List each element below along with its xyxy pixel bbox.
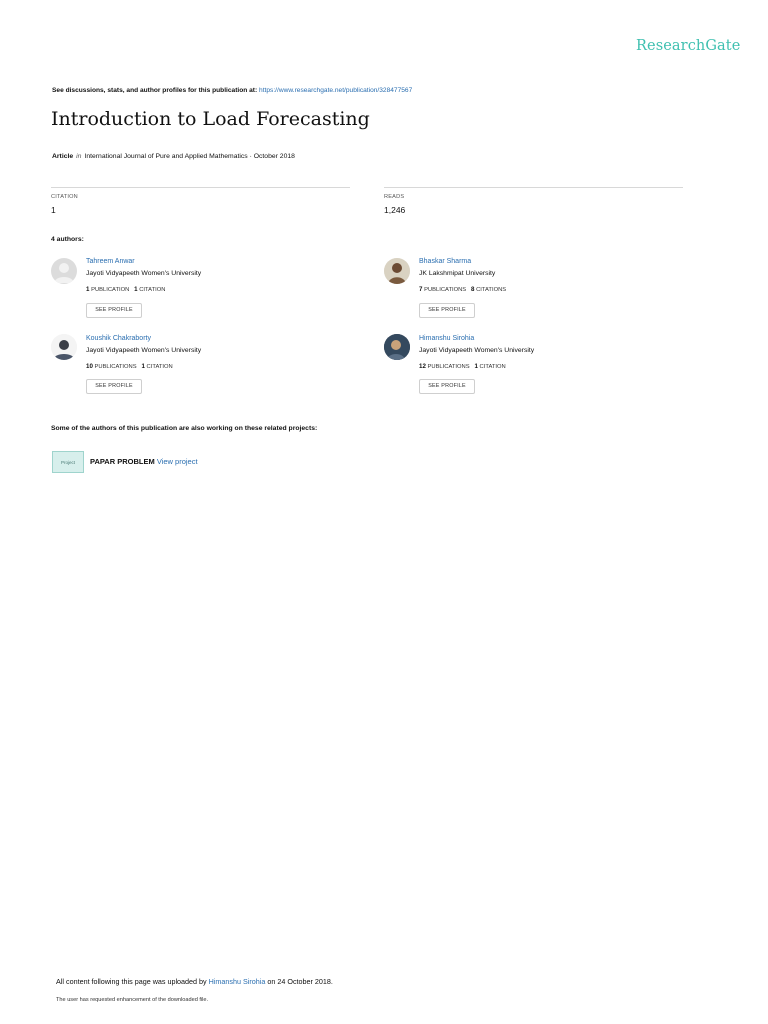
publications-label: PUBLICATIONS xyxy=(424,287,467,293)
publications-count: 7 xyxy=(419,286,423,293)
publication-url-link[interactable]: https://www.researchgate.net/publication/328477567 xyxy=(259,87,413,94)
related-projects-heading: Some of the authors of this publication are also working on these related projects: xyxy=(51,425,318,432)
default-avatar-icon xyxy=(51,258,77,284)
author-affiliation: Jayoti Vidyapeeth Women's University xyxy=(86,347,202,354)
publication-title: Introduction to Load Forecasting xyxy=(51,108,370,130)
citations-label: CITATIONS xyxy=(476,287,507,293)
author-affiliation: Jayoti Vidyapeeth Women's University xyxy=(419,347,535,354)
citation-value: 1 xyxy=(51,205,56,215)
citations-count: 1 xyxy=(141,363,145,370)
author-stats xyxy=(419,363,506,370)
avatar-himanshu-sirohia[interactable] xyxy=(384,334,410,360)
author-name-bhaskar-sharma[interactable]: Bhaskar Sharma xyxy=(419,258,472,265)
author-stats xyxy=(86,363,173,370)
author-photo-icon xyxy=(384,334,410,360)
publication-type: Article xyxy=(52,153,74,160)
citations-count: 8 xyxy=(471,286,475,293)
citations-label: CITATION xyxy=(146,364,173,370)
citations-count: 1 xyxy=(474,363,478,370)
citation-label: CITATION xyxy=(51,194,78,200)
citations-count: 1 xyxy=(134,286,138,293)
upload-prefix: All content following this page was uploaded by xyxy=(56,977,207,986)
see-profile-button[interactable]: SEE PROFILE xyxy=(419,303,475,318)
publications-count: 10 xyxy=(86,363,93,370)
author-stats xyxy=(419,286,506,293)
citations-label: CITATION xyxy=(479,364,506,370)
author-stats xyxy=(86,286,165,293)
authors-heading: 4 authors: xyxy=(51,236,84,243)
upload-info xyxy=(56,977,333,986)
project-entry xyxy=(90,457,198,466)
reads-divider xyxy=(384,187,683,188)
intro-line xyxy=(52,87,412,94)
publication-journal-date: International Journal of Pure and Applied Mathematics · October 2018 xyxy=(84,153,295,160)
project-thumbnail-label: Project xyxy=(60,460,75,465)
see-profile-button[interactable]: SEE PROFILE xyxy=(86,379,142,394)
researchgate-logo[interactable]: ResearchGate xyxy=(636,38,741,54)
author-affiliation: Jayoti Vidyapeeth Women's University xyxy=(86,270,202,277)
publication-meta xyxy=(52,153,295,160)
avatar-koushik-chakraborty[interactable] xyxy=(51,334,77,360)
project-thumbnail[interactable] xyxy=(52,451,84,473)
publications-label: PUBLICATIONS xyxy=(427,364,470,370)
view-project-link[interactable]: View project xyxy=(156,457,198,466)
author-photo-icon xyxy=(51,334,77,360)
publications-count: 1 xyxy=(86,286,90,293)
uploader-link[interactable]: Himanshu Sirohia xyxy=(208,977,266,986)
author-name-koushik-chakraborty[interactable]: Koushik Chakraborty xyxy=(86,335,151,342)
project-name: PAPAR PROBLEM xyxy=(90,457,155,466)
enhancement-note: The user has requested enhancement of the downloaded file. xyxy=(56,997,209,1003)
see-profile-button[interactable]: SEE PROFILE xyxy=(86,303,142,318)
citation-divider xyxy=(51,187,350,188)
reads-label: READS xyxy=(384,194,405,200)
publication-in-label: in xyxy=(76,153,82,160)
author-name-tahreem-anwar[interactable]: Tahreem Anwar xyxy=(86,258,135,265)
author-photo-icon xyxy=(384,258,410,284)
citations-label: CITATION xyxy=(139,287,166,293)
intro-text: See discussions, stats, and author profiles for this publication at: xyxy=(52,87,258,94)
reads-value: 1,246 xyxy=(384,205,406,215)
upload-suffix: on 24 October 2018. xyxy=(267,977,333,986)
publications-count: 12 xyxy=(419,363,426,370)
avatar-tahreem-anwar[interactable] xyxy=(51,258,77,284)
see-profile-button[interactable]: SEE PROFILE xyxy=(419,379,475,394)
avatar-bhaskar-sharma[interactable] xyxy=(384,258,410,284)
publications-label: PUBLICATION xyxy=(91,287,130,293)
author-name-himanshu-sirohia[interactable]: Himanshu Sirohia xyxy=(419,335,475,342)
publications-label: PUBLICATIONS xyxy=(94,364,137,370)
author-affiliation: JK Lakshmipat University xyxy=(419,270,496,277)
